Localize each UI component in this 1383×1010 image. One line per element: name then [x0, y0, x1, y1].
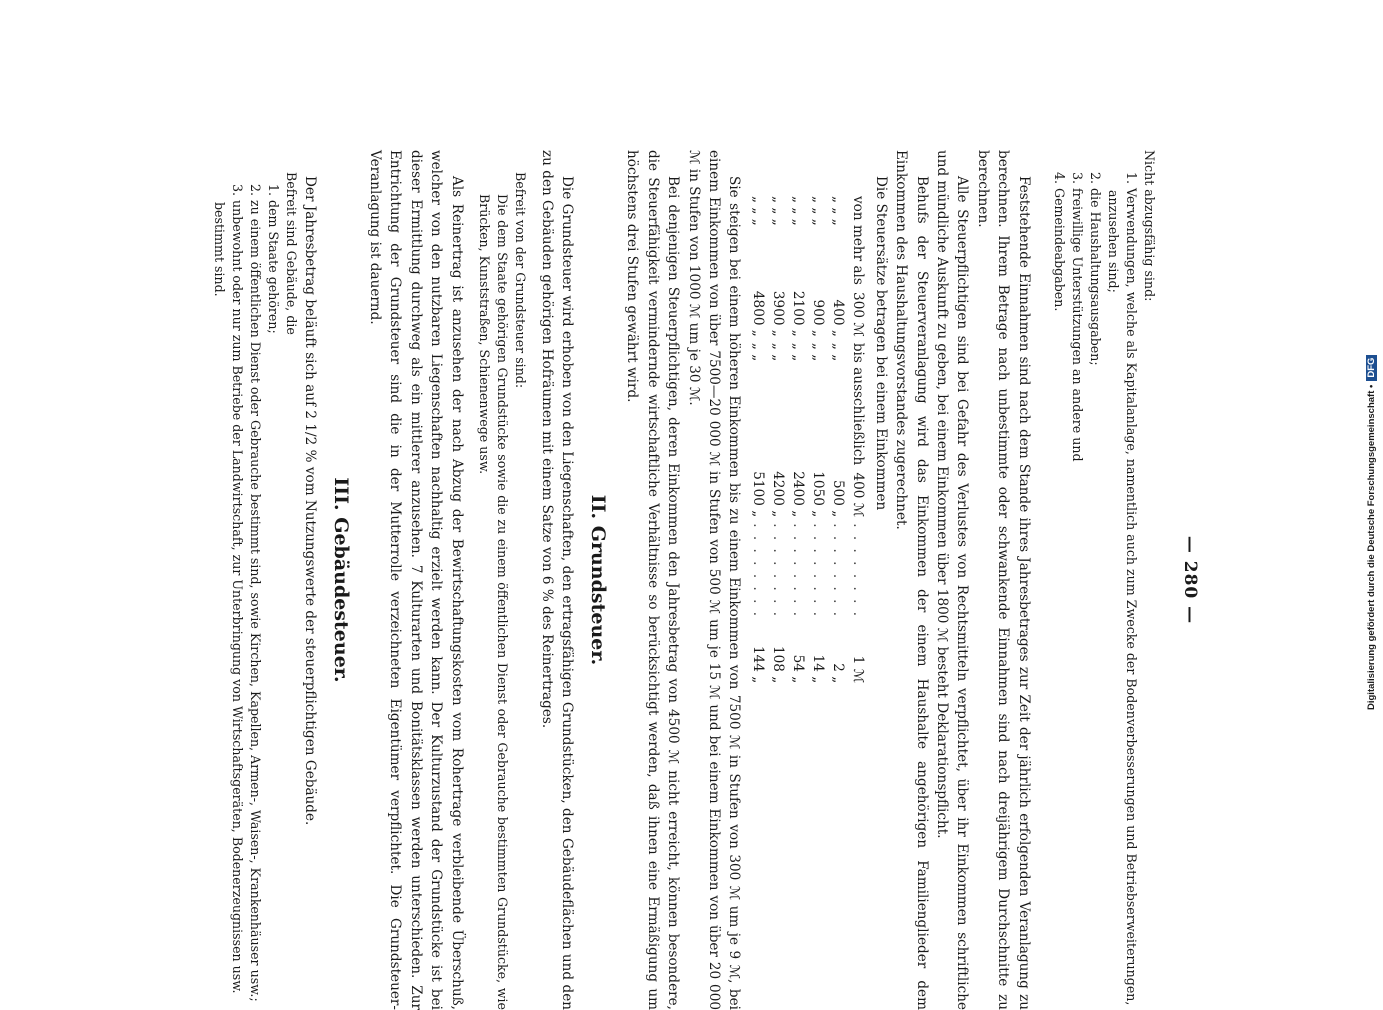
list-item: 2. die Haushaltungsausgaben; — [1087, 172, 1103, 366]
table-cell: 400 ℳ — [850, 472, 867, 518]
paragraph: Bei denjenigen Steuerpflichtigen, deren Einkommen den Jahresbetrag von 4500 ℳ nicht erreicht, können besondere, die Steuerfähigkeit vermindernde wirtschaftliche Verhältnisse so berücksichtigt werden, daß ihnen eine Ermäßigung um höchstens drei Stufen gewährt wird. — [624, 150, 682, 1010]
table-cell: 14 „ — [810, 654, 827, 684]
dfg-logo: DFG — [1366, 355, 1377, 381]
exemptions-list — [210, 184, 282, 1010]
funding-credit-text: Digitalisierung gefördert durch die Deutsche Forschungsgemeinschaft • — [1366, 384, 1377, 710]
table-cell: „ „ „ — [770, 196, 787, 226]
table-cell: 400 „ — [830, 299, 847, 337]
exemption-intro: Befreit sind Gebäude, die — [283, 172, 299, 335]
table-row — [788, 196, 808, 689]
table-cell: 2 „ — [830, 663, 847, 684]
exemption-text: Die dem Staate gehörigen Grundstücke sowie die zu einem öffentlichen Dienst oder Gebrauche bestimmten Grundstücke, wie Brücken, Kunststraßen, Schienenwege usw. — [476, 194, 510, 1010]
table-cell: 1050 „ — [810, 471, 827, 518]
table-cell: 900 „ — [810, 299, 827, 337]
leader-dots: . . . . . . . . — [850, 523, 867, 619]
list-item: 1. dem Staate gehören; — [265, 184, 281, 334]
table-cell: 2100 „ — [790, 290, 807, 337]
paragraph: Feststehende Einnahmen sind nach dem Stande ihres Jahresbetrages zur Zeit der jährlich erfolgenden Veranlagung zu berechnen. Ihrem Betrage nach unbestimmte oder schwankende Einnahmen sind nach dreijährigem Durchschnitte zu berechnen. — [974, 150, 1032, 1010]
section-heading: III. Gebäudesteuer. — [329, 477, 352, 683]
deductions-list — [1050, 172, 1140, 1010]
paragraph: Als Reinertrag ist anzusehen der nach Abzug der Bewirtschaftungskosten vom Rohertrage verbleibende Überschuß, welcher von den nutzbaren Liegenschaften nachhaltig erzielt werden kann. Der Kulturzustand der Grundstücke ist bei dieser Ermittlung durchweg als ein mittlerer anzusehen. 7 Kulturarten und Bonitätsklassen werden unterschieden. Zur Entrichtung der Grundsteuer sind die in der Mutterrolle verzeichneten Eigentümer verpflichtet. Die Grundsteuer-Veranlagung ist dauernd. — [367, 150, 465, 1010]
table-cell: „ „ „ — [750, 196, 767, 226]
table-cell: „ „ — [790, 342, 807, 362]
paragraph: Der Jahresbetrag beläuft sich auf 2 1/2 % vom Nutzungswerte der steuerpflichtigen Gebäude. — [302, 176, 319, 826]
table-cell: „ „ — [750, 342, 767, 362]
table-row — [748, 196, 768, 689]
paragraph: Sie steigen bei einem höheren Einkommen bis zu einem Einkommen von 7500 ℳ in Stufen von 300 ℳ um je 9 ℳ, bei einem Einkommen von über 7500—20 000 ℳ in Stufen von 500 ℳ um je 15 ℳ und bei einem Einkommen von über 20 000 ℳ in Stufen von 1000 ℳ um je 30 ℳ. — [685, 150, 743, 1010]
table-cell: „ „ — [810, 342, 827, 362]
table-cell: 4200 „ — [770, 471, 787, 518]
table-cell: „ „ „ — [810, 196, 827, 226]
table-cell: von mehr als — [850, 196, 867, 285]
paragraph: Behufs der Steuerveranlagung wird das Einkommen der einem Haushalte angehörigen Familienglieder dem Einkommen des Haushaltungsvorstandes zugerechnet. — [893, 150, 930, 1010]
table-cell: 108 „ — [770, 645, 787, 684]
table-row — [808, 196, 828, 689]
table-cell: 1 ℳ — [850, 655, 867, 684]
table-cell: 5100 „ — [750, 471, 767, 518]
table-row — [828, 196, 848, 689]
exemption-intro: Befreit von der Grundsteuer sind: — [512, 172, 528, 389]
deductions-intro: Nicht abzugsfähig sind: — [1141, 150, 1157, 302]
tax-rate-table — [748, 196, 868, 689]
table-row — [768, 196, 788, 689]
leader-dots: . . . . . . . . — [770, 523, 787, 619]
table-cell: 54 „ — [790, 654, 807, 684]
list-item: 2. zu einem öffentlichen Dienst oder Gebrauche bestimmt sind, sowie Kirchen, Kapellen, Armen-, Waisen-, Krankenhäuser usw.; — [247, 184, 263, 1002]
list-item: 3. unbewohnt oder nur zum Betriebe der Landwirtschaft, zur Unterbringung von Wirtschaftsgeräten, Bodenerzeugnissen usw. bestimmt sind. — [211, 184, 245, 994]
table-cell: 144 „ — [750, 645, 767, 684]
section-heading: II. Grundsteuer. — [586, 494, 609, 666]
leader-dots: . . . . . . . . — [830, 523, 847, 619]
list-item: 3. freiwillige Unterstützungen an andere und — [1069, 172, 1085, 462]
leader-dots: . . . . . . . . — [750, 523, 767, 619]
table-cell: bis ausschließlich — [850, 342, 867, 466]
table-cell: 300 ℳ — [850, 292, 867, 337]
table-cell: „ „ „ — [830, 196, 847, 226]
paragraph: Die Grundsteuer wird erhoben von den Liegenschaften, den ertragsfähigen Grundstücken, den Gebäudeflächen und den zu den Gebäuden gehörigen Hofräumen mit einem Satze von 6 % des Reinertrages. — [539, 150, 576, 1010]
list-item: 1. Verwendungen, welche als Kapitalanlage, namentlich auch zum Zwecke der Bodenverbesserungen und Betriebserweiterungen, anzusehen sind; — [1105, 172, 1139, 1006]
table-cell: „ „ — [770, 342, 787, 362]
table-cell: 4800 „ — [750, 290, 767, 337]
funding-credit — [1366, 290, 1382, 710]
page-number: — 280 — — [1180, 535, 1200, 625]
paragraph: Die Steuersätze betragen bei einem Einkommen — [872, 176, 889, 511]
paragraph: Alle Steuerpflichtigen sind bei Gefahr des Verlustes von Rechtsmitteln verpflichtet, über ihr Einkommen schriftliche und mündliche Auskunft zu geben, bei einem Einkommen über 1800 ℳ besteht Deklarationspflicht. — [933, 150, 971, 1010]
table-cell: „ „ — [830, 342, 847, 362]
list-item: 4. Gemeindeabgaben. — [1051, 172, 1067, 312]
table-row — [848, 196, 868, 689]
table-cell: 3900 „ — [770, 290, 787, 337]
table-cell: 2400 „ — [790, 471, 807, 518]
table-cell: „ „ „ — [790, 196, 807, 226]
leader-dots: . . . . . . . . — [790, 523, 807, 619]
document-page — [140, 150, 1200, 1010]
leader-dots: . . . . . . . . — [810, 523, 827, 619]
table-cell: 500 „ — [830, 479, 847, 518]
